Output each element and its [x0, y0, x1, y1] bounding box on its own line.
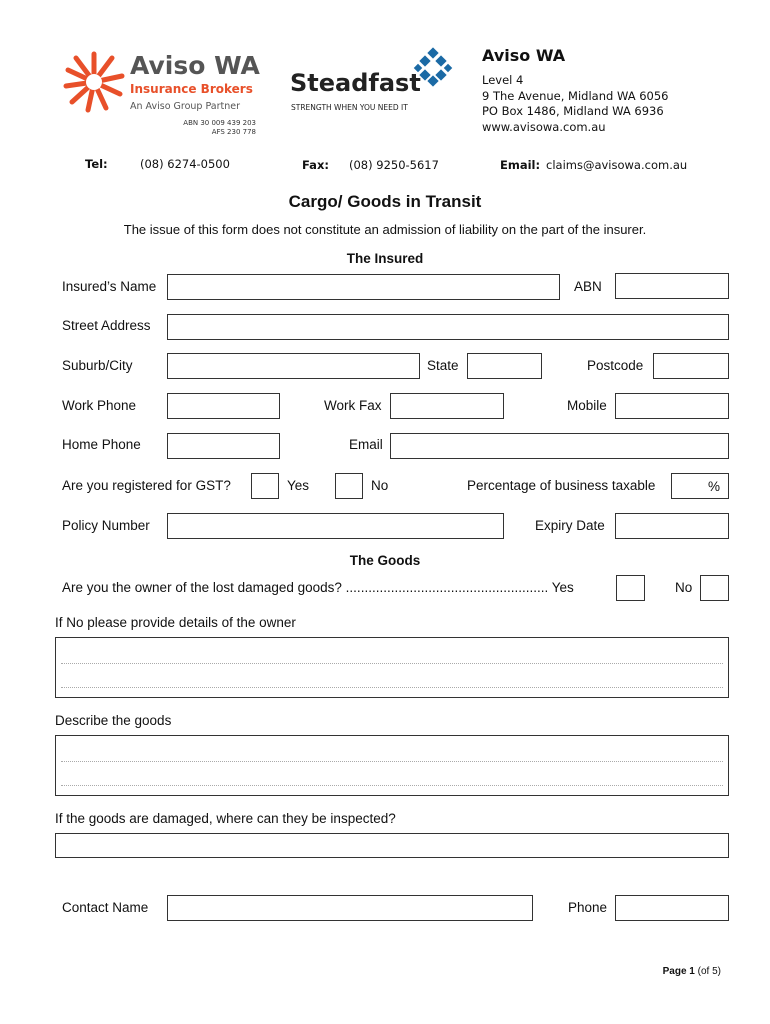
work-fax-field[interactable] — [390, 393, 504, 419]
owner-no-checkbox[interactable] — [700, 575, 729, 601]
gst-no-label: No — [371, 478, 389, 493]
percent-sign: % — [707, 479, 720, 494]
insured-name-field[interactable] — [167, 274, 560, 300]
disclaimer: The issue of this form does not constitute an admission of liability on the part of the insurer. — [123, 222, 647, 237]
email-label: Email: — [500, 158, 541, 172]
home-phone-field[interactable] — [167, 433, 280, 459]
steadfast-tagline: STRENGTH WHEN YOU NEED IT — [291, 103, 408, 112]
street-label: Street Address — [62, 318, 151, 333]
abn-field[interactable] — [615, 273, 729, 299]
address-line1: Level 4 — [482, 73, 524, 87]
sunburst-icon — [62, 50, 126, 114]
writing-line — [61, 663, 723, 664]
suburb-field[interactable] — [167, 353, 420, 379]
work-phone-field[interactable] — [167, 393, 280, 419]
office-address — [482, 46, 752, 135]
inspect-label: If the goods are damaged, where can they be inspected? — [55, 811, 396, 826]
steadfast-name: Steadfast — [290, 69, 421, 97]
page-indicator — [663, 966, 721, 977]
abn-label: ABN — [574, 279, 602, 294]
owner-details-field[interactable] — [55, 637, 729, 698]
writing-line — [61, 761, 723, 762]
postcode-field[interactable] — [653, 353, 729, 379]
suburb-label: Suburb/City — [62, 358, 133, 373]
steadfast-logo — [290, 45, 460, 115]
owner-details-label: If No please provide details of the owner — [55, 615, 296, 630]
page-number: Page 1 — [662, 966, 695, 977]
fax-label: Fax: — [302, 158, 329, 172]
work-fax-label: Work Fax — [324, 398, 382, 413]
inspect-field[interactable] — [55, 833, 729, 858]
policy-field[interactable] — [167, 513, 504, 539]
pct-taxable-field[interactable] — [671, 473, 729, 499]
gst-yes-checkbox[interactable] — [251, 473, 279, 499]
writing-line — [61, 687, 723, 688]
writing-line — [61, 785, 723, 786]
form-title: Cargo/ Goods in Transit — [288, 192, 482, 211]
page-total: (of 5) — [697, 966, 721, 977]
address-website: www.avisowa.com.au — [482, 119, 606, 134]
gst-question: Are you registered for GST? — [62, 478, 231, 493]
home-phone-label: Home Phone — [62, 437, 141, 452]
postcode-label: Postcode — [587, 358, 644, 373]
insured-name-label: Insured’s Name — [62, 279, 157, 294]
insured-heading: The Insured — [346, 251, 424, 266]
tel-value: (08) 6274-0500 — [140, 157, 230, 171]
mobile-label: Mobile — [567, 398, 607, 413]
goods-heading: The Goods — [349, 553, 421, 568]
gst-yes-label: Yes — [287, 478, 310, 493]
describe-goods-label: Describe the goods — [55, 713, 172, 728]
policy-label: Policy Number — [62, 518, 150, 533]
address-title: Aviso WA — [482, 46, 566, 65]
tel-label: Tel: — [85, 157, 108, 171]
describe-goods-field[interactable] — [55, 735, 729, 796]
address-line2: 9 The Avenue, Midland WA 6056 — [482, 88, 669, 103]
aviso-partner: An Aviso Group Partner — [130, 101, 240, 112]
pct-taxable-label: Percentage of business taxable — [467, 478, 656, 493]
work-phone-label: Work Phone — [62, 398, 137, 413]
expiry-field[interactable] — [615, 513, 729, 539]
aviso-sub: Insurance Brokers — [130, 82, 253, 96]
state-label: State — [427, 358, 459, 373]
aviso-name: Aviso WA — [130, 51, 260, 80]
gst-no-checkbox[interactable] — [335, 473, 363, 499]
contact-name-label: Contact Name — [62, 900, 149, 915]
owner-no-label: No — [675, 580, 693, 595]
expiry-label: Expiry Date — [535, 518, 605, 533]
email-field-label: Email — [349, 437, 383, 452]
state-field[interactable] — [467, 353, 542, 379]
address-line3: PO Box 1486, Midland WA 6936 — [482, 104, 664, 118]
abn-number: ABN 30 009 439 203 — [183, 119, 256, 127]
owner-question: Are you the owner of the lost damaged goods? ...................................................... Yes — [62, 580, 574, 595]
contact-name-field[interactable] — [167, 895, 533, 921]
mobile-field[interactable] — [615, 393, 729, 419]
street-field[interactable] — [167, 314, 729, 340]
email-value: claims@avisowa.com.au — [546, 158, 688, 172]
owner-yes-checkbox[interactable] — [616, 575, 645, 601]
phone-field[interactable] — [615, 895, 729, 921]
fax-value: (08) 9250-5617 — [349, 158, 439, 172]
aviso-logo — [62, 45, 272, 140]
afs-number: AFS 230 778 — [211, 128, 256, 136]
phone-label: Phone — [568, 900, 608, 915]
email-field[interactable] — [390, 433, 729, 459]
